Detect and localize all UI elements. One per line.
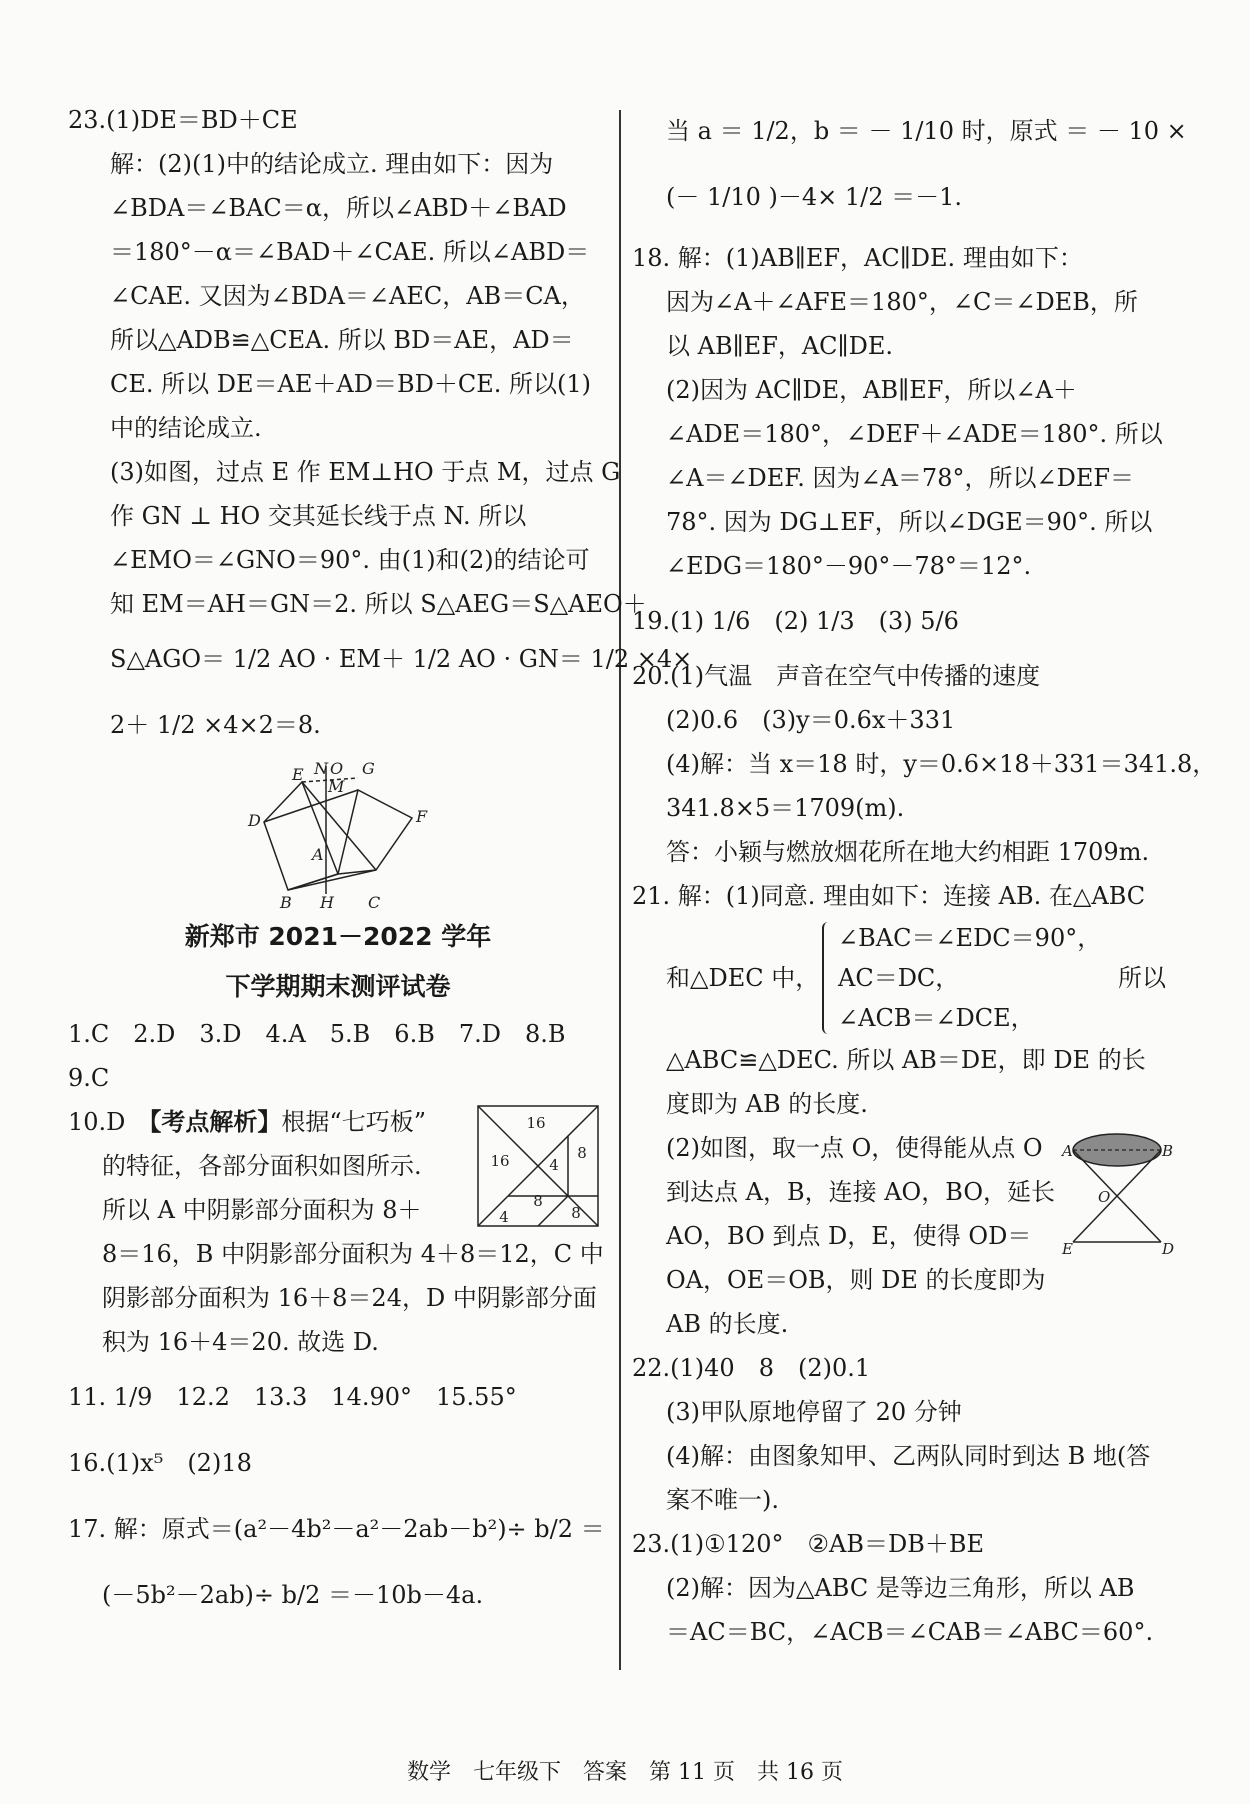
- answer-17-cont: (－ 1/10 )－4× 1/2 ＝－1.: [666, 183, 963, 211]
- left-column: [68, 98, 693, 1628]
- answer-23-line: ∠EMO＝∠GNO＝90°. 由(1)和(2)的结论可: [110, 546, 590, 574]
- answer-21-line: AB 的长度.: [666, 1310, 789, 1338]
- answer-10-line: 所以 A 中阴影部分面积为 8＋: [102, 1196, 422, 1224]
- answer-21-head: 21. 解：(1)同意. 理由如下：连接 AB. 在△ABC: [632, 882, 1146, 910]
- answer-20-line: (4)解：当 x＝18 时，y＝0.6×18＋331＝341.8，: [666, 750, 1217, 778]
- system-suffix: 所以: [1118, 964, 1166, 992]
- answer-10-number: 10.D: [68, 1108, 150, 1136]
- figure-label: N: [314, 759, 328, 778]
- tangram-value: 4: [549, 1156, 559, 1174]
- left-brace: [822, 922, 828, 1034]
- system-equation: ∠BAC＝∠EDC＝90°，: [838, 924, 1102, 952]
- answer-23-line: ∠BDA＝∠BAC＝α，所以∠ABD＋∠BAD: [110, 194, 567, 222]
- answer-23-line: ＝180°－α＝∠BAD＋∠CAE. 所以∠ABD＝: [110, 238, 590, 266]
- answer-22-line: (4)解：由图象知甲、乙两队同时到达 B 地(答: [666, 1442, 1151, 1470]
- answer-21-line: 到达点 A，B，连接 AO，BO，延长: [666, 1178, 1055, 1206]
- figure-label: O: [1098, 1188, 1111, 1206]
- answer-17-line-2: (－5b²－2ab)÷ b/2 ＝－10b－4a.: [102, 1581, 484, 1609]
- answer-23-line: 作 GN ⊥ HO 交其延长线于点 N. 所以: [110, 502, 527, 530]
- answer-21-line: AO，BO 到点 D，E，使得 OD＝: [666, 1222, 1032, 1250]
- figure-label: D: [1162, 1240, 1175, 1258]
- figure-label: H: [320, 893, 334, 912]
- figure-label: O: [330, 759, 344, 778]
- answer-10-line: 阴影部分面积为 16＋8＝24，D 中阴影部分面: [102, 1284, 597, 1312]
- answer-23-line: 2＋ 1/2 ×4×2＝8.: [110, 711, 321, 739]
- figure-label: A: [312, 845, 324, 864]
- answer-23-line: 知 EM＝AH＝GN＝2. 所以 S△AEG＝S△AEO＋: [110, 590, 647, 618]
- answer-21-line: OA，OE＝OB，则 DE 的长度即为: [666, 1266, 1046, 1294]
- answer-18-line: 78°. 因为 DG⊥EF，所以∠DGE＝90°. 所以: [666, 508, 1153, 536]
- answer-20-line: 341.8×5＝1709(m).: [666, 794, 905, 822]
- figure-label: D: [248, 811, 261, 830]
- system-prefix: 和△DEC 中，: [666, 964, 820, 992]
- answers-11-15: 11. 1/9 12.2 13.3 14.90° 15.55°: [68, 1383, 517, 1411]
- answer-22-line: (3)甲队原地停留了 20 分钟: [666, 1398, 962, 1426]
- system-equation: ∠ACB＝∠DCE，: [838, 1004, 1035, 1032]
- answer-10-line: 积为 16＋4＝20. 故选 D.: [102, 1328, 379, 1356]
- tangram-value: 16: [490, 1152, 510, 1170]
- answer-10-line: 根据“七巧板”: [281, 1108, 426, 1136]
- page-footer: 数学 七年级下 答案 第 11 页 共 16 页: [407, 1760, 843, 1785]
- answer-20-line: 答：小颖与燃放烟花所在地大约相距 1709m.: [666, 838, 1150, 866]
- tangram-figure: [476, 1104, 600, 1228]
- figure-label: E: [292, 765, 304, 784]
- answer-23-line: CE. 所以 DE＝AE＋AD＝BD＋CE. 所以(1): [110, 370, 591, 398]
- pond-figure: [1062, 1130, 1175, 1260]
- answer-21-line: △ABC≌△DEC. 所以 AB＝DE，即 DE 的长: [666, 1046, 1146, 1074]
- tangram-value: 8: [571, 1204, 581, 1222]
- answer-21-line: 度即为 AB 的长度.: [666, 1090, 868, 1118]
- figure-label: G: [362, 759, 375, 778]
- kaodian-tag: 【考点解析】: [149, 1107, 282, 1136]
- exam-title-line-1: 新郑市 2021－2022 学年: [184, 922, 492, 951]
- tangram-value: 8: [533, 1192, 543, 1210]
- answer-23-line: ＝AC＝BC，∠ACB＝∠CAB＝∠ABC＝60°.: [666, 1618, 1154, 1646]
- answer-22-line: 案不唯一).: [666, 1486, 779, 1514]
- answer-17-cont: 当 a ＝ 1/2，b ＝ － 1/10 时，原式 ＝ － 10 ×: [666, 117, 1187, 145]
- figure-label: B: [1162, 1142, 1174, 1160]
- answer-23-line: ∠CAE. 又因为∠BDA＝∠AEC，AB＝CA，: [110, 282, 585, 310]
- figure-label: F: [416, 807, 428, 826]
- figure-label: B: [280, 893, 292, 912]
- answer-18-line: ∠ADE＝180°，∠DEF＋∠ADE＝180°. 所以: [666, 420, 1163, 448]
- answer-18-line: 因为∠A＋∠AFE＝180°，∠C＝∠DEB，所: [666, 288, 1138, 316]
- answer-23-line: 解：(2)(1)中的结论成立. 理由如下：因为: [110, 150, 554, 178]
- exam-title-line-2: 下学期期末测评试卷: [225, 972, 451, 1001]
- answer-22-line: 22.(1)40 8 (2)0.1: [632, 1354, 871, 1382]
- mc-answers-2: 9.C: [68, 1064, 110, 1092]
- tangram-value: 4: [499, 1208, 509, 1226]
- answer-20-line: (2)0.6 (3)y＝0.6x＋331: [666, 706, 956, 734]
- answer-23-line: 中的结论成立.: [110, 414, 262, 442]
- answer-19: 19.(1) 1/6 (2) 1/3 (3) 5/6: [632, 607, 959, 635]
- answer-18-line: ∠A＝∠DEF. 因为∠A＝78°，所以∠DEF＝: [666, 464, 1134, 492]
- answer-23-line: 23.(1)①120° ②AB＝DB＋BE: [632, 1530, 985, 1558]
- answer-18-line: 18. 解：(1)AB∥EF，AC∥DE. 理由如下：: [632, 244, 1083, 272]
- answer-18-line: ∠EDG＝180°－90°－78°＝12°.: [666, 552, 1032, 580]
- figure-label: M: [328, 777, 345, 796]
- answer-10-line: 8＝16，B 中阴影部分面积为 4＋8＝12，C 中: [102, 1240, 604, 1268]
- answer-21-line: (2)如图，取一点 O，使得能从点 O: [666, 1134, 1043, 1162]
- tangram-value: 16: [526, 1114, 546, 1132]
- figure-label: A: [1062, 1142, 1073, 1160]
- answer-18-line: 以 AB∥EF，AC∥DE.: [666, 332, 894, 360]
- answer-10-line: 的特征，各部分面积如图所示.: [102, 1152, 422, 1180]
- tangram-value: 8: [577, 1144, 587, 1162]
- right-column: [632, 98, 1217, 1654]
- answer-23-line: 所以△ADB≌△CEA. 所以 BD＝AE，AD＝: [110, 326, 574, 354]
- answer-17-line-1: 17. 解：原式＝(a²－4b²－a²－2ab－b²)÷ b/2 ＝: [68, 1515, 605, 1543]
- answer-18-line: (2)因为 AC∥DE，AB∥EF，所以∠A＋: [666, 376, 1077, 404]
- figure-label: E: [1062, 1240, 1073, 1258]
- mc-answers-1: 1.C 2.D 3.D 4.A 5.B 6.B 7.D 8.B: [68, 1020, 566, 1048]
- answer-23-line: (2)解：因为△ABC 是等边三角形，所以 AB: [666, 1574, 1135, 1602]
- geometry-figure: [228, 759, 488, 912]
- column-divider: [619, 110, 621, 1670]
- equation-system-block: [632, 918, 1177, 1038]
- system-equation: AC＝DC，: [838, 964, 960, 992]
- answer-23-line: S△AGO＝ 1/2 AO · EM＋ 1/2 AO · GN＝ 1/2 ×4×: [110, 645, 693, 673]
- answer-20-line: 20.(1)气温 声音在空气中传播的速度: [632, 662, 1041, 690]
- answer-23-line: (3)如图，过点 E 作 EM⊥HO 于点 M，过点 G: [110, 458, 621, 486]
- answer-16: 16.(1)x⁵ (2)18: [68, 1449, 252, 1477]
- figure-label: C: [368, 893, 381, 912]
- answer-23-1: 23.(1)DE＝BD＋CE: [68, 106, 298, 134]
